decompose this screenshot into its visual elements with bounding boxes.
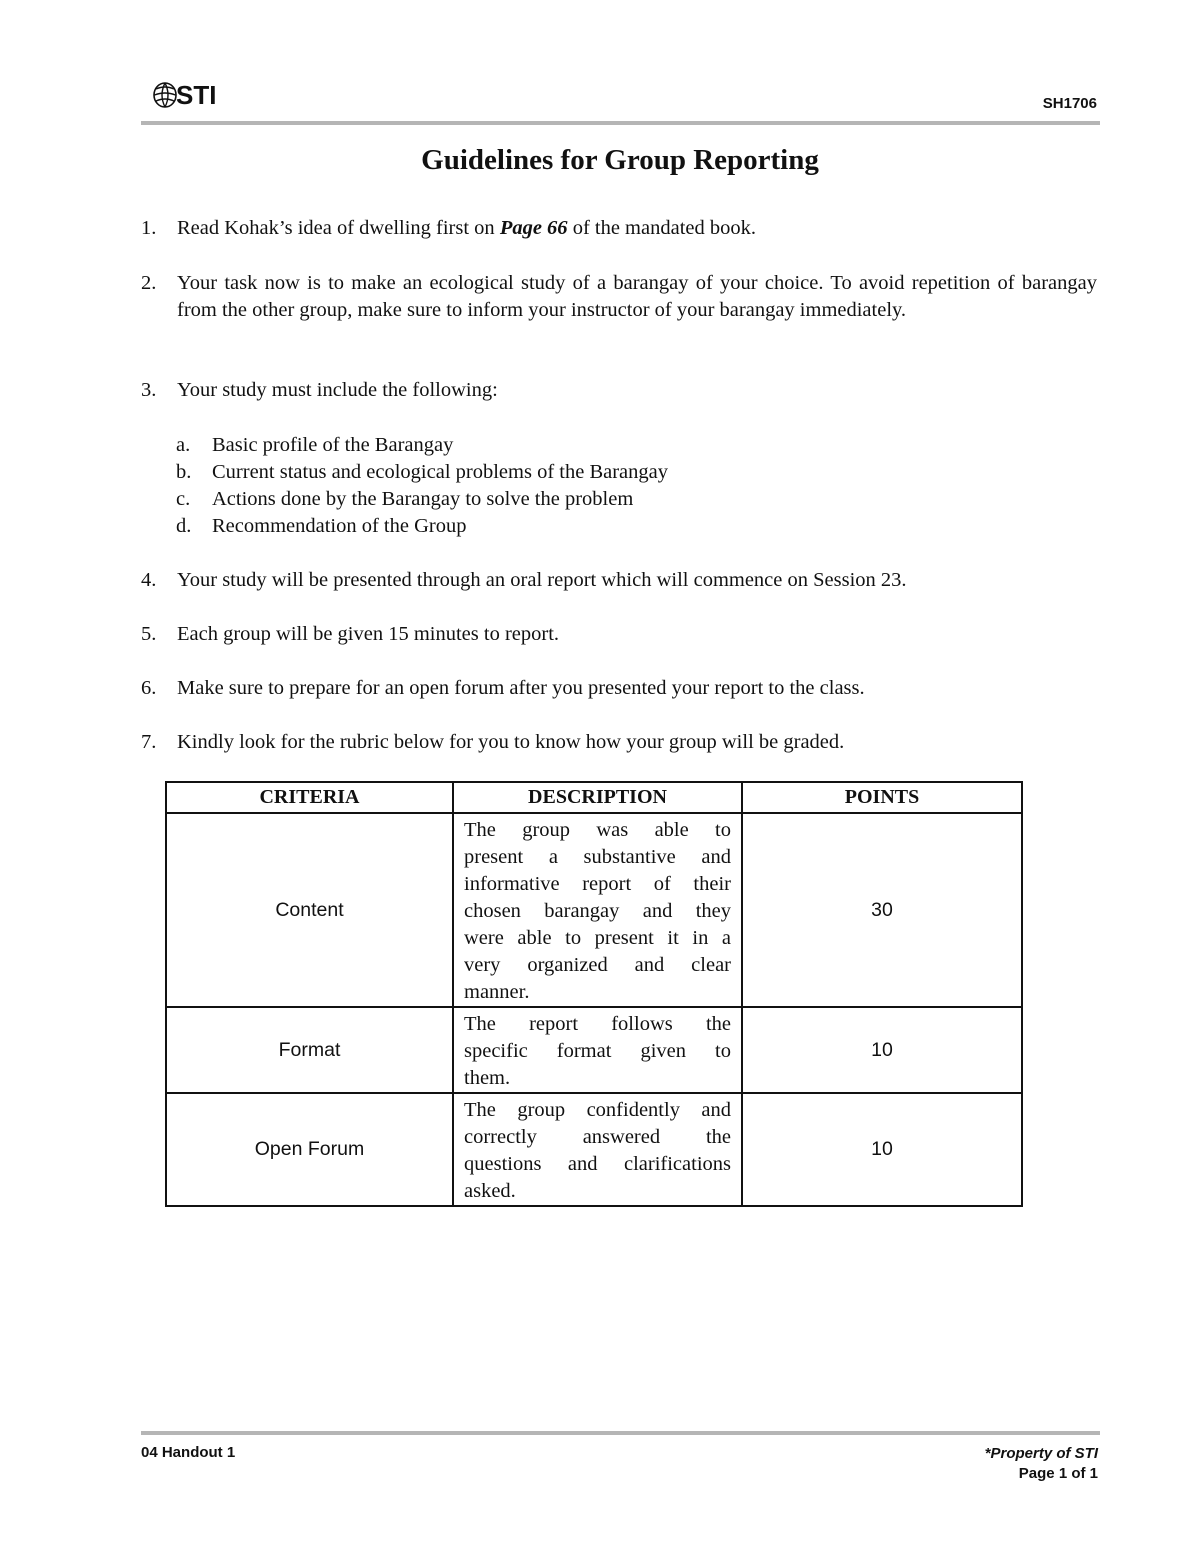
document-code: SH1706	[1042, 95, 1097, 112]
rubric-description	[453, 1007, 742, 1093]
rubric-description-line: were able to present it in a	[464, 927, 731, 949]
rubric-description-line: specific format given to	[464, 1040, 731, 1062]
sub-item-letter: d.	[176, 515, 192, 537]
rubric-description-line: present a substantive and	[464, 846, 731, 868]
rubric-description-line: correctly answered the	[464, 1126, 731, 1148]
table-row	[166, 1007, 1022, 1093]
page-number: Page 1 of 1	[1018, 1465, 1098, 1482]
rubric-header-description: DESCRIPTION	[453, 782, 742, 813]
rubric-description	[453, 1093, 742, 1206]
list-item-number: 1.	[141, 217, 157, 239]
rubric-description-line: asked.	[464, 1180, 516, 1202]
list-item-number: 3.	[141, 379, 157, 401]
rubric-points: 10	[742, 1007, 1022, 1093]
rubric-header-criteria: CRITERIA	[166, 782, 453, 813]
sub-item-text: Basic profile of the Barangay	[212, 434, 454, 456]
rubric-criteria: Content	[166, 813, 453, 1007]
rubric-description-line: questions and clarifications	[464, 1153, 731, 1175]
rubric-description-line: The group confidently and	[464, 1099, 731, 1121]
rubric-description-line: The report follows the	[464, 1013, 731, 1035]
rubric-description-line: manner.	[464, 981, 530, 1003]
sub-item-letter: b.	[176, 461, 192, 483]
logo	[152, 80, 216, 110]
rubric-description	[453, 813, 742, 1007]
list-item-number: 5.	[141, 623, 157, 645]
table-row	[166, 813, 1022, 1007]
page-title: Guidelines for Group Reporting	[421, 144, 819, 176]
footer-right	[985, 1444, 1098, 1484]
sub-item-text: Current status and ecological problems of the Barangay	[212, 461, 668, 483]
rubric-description-line: very organized and clear	[464, 954, 731, 976]
rubric-criteria: Format	[166, 1007, 453, 1093]
rubric-header-points: POINTS	[742, 782, 1022, 813]
logo-text: STI	[176, 80, 217, 110]
rubric-description-line: them.	[464, 1067, 511, 1089]
footer-divider	[141, 1431, 1100, 1435]
sub-item-letter: c.	[176, 488, 191, 510]
rubric-table	[165, 781, 1023, 1207]
handout-label: 04 Handout 1	[141, 1444, 236, 1461]
page-reference: Page 66	[499, 217, 568, 239]
table-row	[166, 1093, 1022, 1206]
rubric-points: 10	[742, 1093, 1022, 1206]
rubric-header-row	[166, 782, 1022, 813]
list-item-text: Read Kohak’s idea of dwelling first on Page 66 of the mandated book.	[177, 217, 756, 239]
rubric-description-line: The group was able to	[464, 819, 731, 841]
sti-globe-icon	[152, 80, 178, 110]
rubric-criteria: Open Forum	[166, 1093, 453, 1206]
sub-item-letter: a.	[176, 434, 191, 456]
rubric-points: 30	[742, 813, 1022, 1007]
sub-item-text: Actions done by the Barangay to solve the problem	[212, 488, 634, 510]
list-item-number: 6.	[141, 677, 157, 699]
list-item-text: Your study will be presented through an oral report which will commence on Session 23.	[177, 569, 907, 591]
list-item-number: 2.	[141, 272, 157, 294]
list-item-text: Each group will be given 15 minutes to report.	[177, 623, 560, 645]
rubric-description-line: informative report of their	[464, 873, 731, 895]
list-item-text: Your task now is to make an ecological study of a barangay of your choice. To avoid repetition of barangay from the other group, make sure to inform your instructor of your barangay immediately.	[177, 272, 1097, 321]
property-notice: *Property of STI	[984, 1445, 1098, 1462]
rubric-description-line: chosen barangay and they	[464, 900, 731, 922]
list-item-text: Your study must include the following:	[177, 379, 498, 401]
header-divider	[141, 121, 1100, 125]
list-item-text: Kindly look for the rubric below for you to know how your group will be graded.	[177, 731, 845, 753]
sub-item-text: Recommendation of the Group	[212, 515, 467, 537]
list-item-number: 4.	[141, 569, 157, 591]
list-item-text: Make sure to prepare for an open forum after you presented your report to the class.	[177, 677, 865, 699]
list-item-number: 7.	[141, 731, 157, 753]
